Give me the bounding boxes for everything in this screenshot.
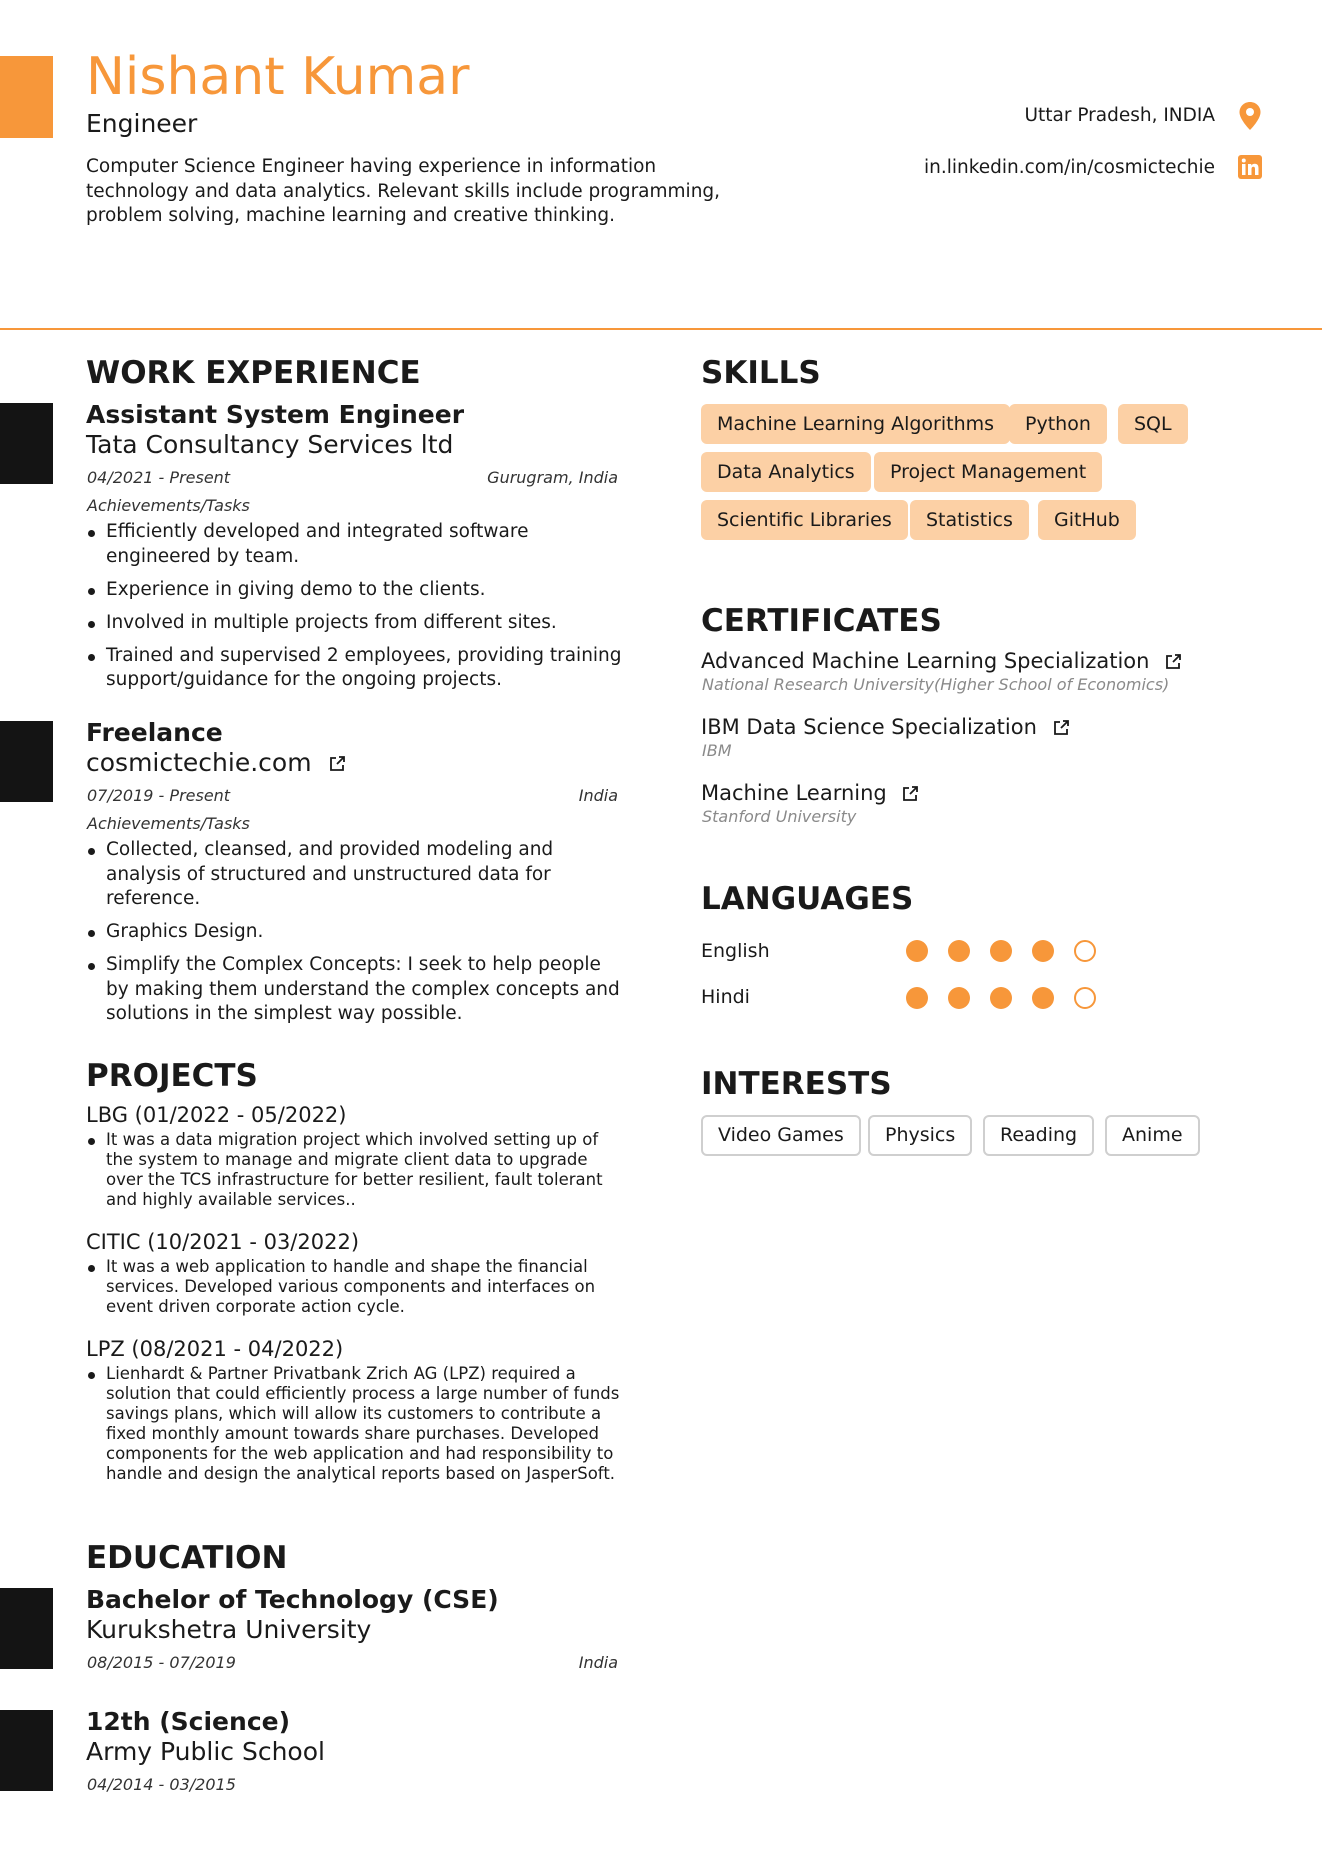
languages-heading: LANGUAGES [701, 881, 914, 917]
rating-dot-filled [1032, 987, 1054, 1009]
projects-heading: PROJECTS [86, 1058, 258, 1094]
interest-tag: Video Games [701, 1115, 861, 1156]
interests-heading: INTERESTS [701, 1066, 892, 1102]
job-dates: 04/2021 - Present [87, 468, 231, 487]
skill-tag: Scientific Libraries [701, 500, 908, 540]
project-bullet-list [86, 1130, 626, 1219]
project-bullet-list [86, 1364, 626, 1493]
rating-dot-empty [1074, 987, 1096, 1009]
education-dates: 04/2014 - 03/2015 [87, 1775, 236, 1794]
external-link-icon[interactable] [328, 755, 346, 773]
work-experience-heading: WORK EXPERIENCE [86, 355, 421, 391]
job-tasks-label: Achievements/Tasks [87, 814, 250, 833]
job-company-link[interactable] [86, 747, 346, 779]
candidate-role: Engineer [86, 109, 198, 138]
skill-tag: Project Management [874, 452, 1102, 492]
list-item: Collected, cleansed, and provided modeling and analysis of structured and unstructured data for reference. [86, 838, 626, 912]
job-title: Assistant System Engineer [86, 400, 465, 429]
project-bullet-list [86, 1257, 626, 1326]
list-item: Lienhardt & Partner Privatbank Zrich AG (LPZ) required a solution that could efficiently process a large number of funds savings plans, which will allow its customers to contribute a fixed monthly amount towards share purchases. Developed components for the web application and had responsibility to handle and design the analytical reports based on JasperSoft. [86, 1364, 626, 1484]
project-title: CITIC (10/2021 - 03/2022) [86, 1230, 360, 1254]
list-item: Efficiently developed and integrated software engineered by team. [86, 520, 626, 569]
certificate-issuer: National Research University(Higher School of Economics) [702, 675, 1170, 694]
job-location: Gurugram, India [487, 468, 618, 487]
project-title: LPZ (08/2021 - 04/2022) [86, 1337, 344, 1361]
rating-dot-filled [990, 987, 1012, 1009]
list-item: Simplify the Complex Concepts: I seek to help people by making them understand the complex concepts and solutions in the simplest way possible. [86, 953, 626, 1027]
certificate-name[interactable]: Advanced Machine Learning Specialization [701, 649, 1150, 673]
rating-dot-filled [906, 987, 928, 1009]
degree-title: Bachelor of Technology (CSE) [86, 1585, 499, 1614]
certificate-link[interactable] [701, 779, 919, 807]
rating-dot-filled [948, 987, 970, 1009]
interest-tag: Physics [868, 1115, 972, 1156]
rating-dot-filled [948, 940, 970, 962]
education-location: India [578, 1653, 618, 1672]
header-divider [0, 328, 1322, 330]
interest-tag: Reading [983, 1115, 1094, 1156]
list-item: Experience in giving demo to the clients. [86, 578, 626, 603]
profile-summary: Computer Science Engineer having experience in information technology and data analytics. Relevant skills include programming, problem solving, machine learning and creative thinking. [86, 156, 721, 226]
external-link-icon[interactable] [1052, 719, 1070, 737]
language-name: Hindi [701, 986, 750, 1008]
skill-tag: SQL [1118, 404, 1188, 444]
list-item: It was a web application to handle and shape the financial services. Developed various components and interfaces on event driven corporate action cycle. [86, 1257, 626, 1317]
institution-name: Kurukshetra University [86, 1615, 372, 1644]
rating-dot-empty [1074, 940, 1096, 962]
list-item: Involved in multiple projects from different sites. [86, 611, 626, 636]
job-bullet-list [86, 838, 626, 1035]
certificate-link[interactable] [701, 647, 1182, 675]
education-accent-bar [0, 1588, 53, 1669]
job-accent-bar [0, 403, 53, 484]
job-accent-bar [0, 721, 53, 802]
job-tasks-label: Achievements/Tasks [87, 496, 250, 515]
job-title: Freelance [86, 718, 223, 747]
list-item: Trained and supervised 2 employees, providing training support/guidance for the ongoing projects. [86, 644, 626, 693]
external-link-icon[interactable] [1164, 653, 1182, 671]
skill-tag: Statistics [910, 500, 1029, 540]
header-accent-bar [0, 56, 53, 138]
certificate-name[interactable]: IBM Data Science Specialization [701, 715, 1037, 739]
job-location: India [578, 786, 618, 805]
skill-tag: GitHub [1038, 500, 1136, 540]
skill-tag: Python [1009, 404, 1107, 444]
certificates-heading: CERTIFICATES [701, 603, 942, 639]
skill-tag: Data Analytics [701, 452, 871, 492]
interest-tag: Anime [1105, 1115, 1200, 1156]
rating-dot-filled [990, 940, 1012, 962]
education-accent-bar [0, 1710, 53, 1791]
institution-name: Army Public School [86, 1737, 325, 1766]
job-company: Tata Consultancy Services ltd [86, 430, 454, 459]
list-item: It was a data migration project which involved setting up of the system to manage and migrate client data to upgrade over the TCS infrastructure for better resilient, fault tolerant and highly available services.. [86, 1130, 626, 1210]
education-dates: 08/2015 - 07/2019 [87, 1653, 236, 1672]
list-item: Graphics Design. [86, 920, 626, 945]
location-text: Uttar Pradesh, INDIA [1024, 105, 1215, 126]
rating-dot-filled [906, 940, 928, 962]
certificate-issuer: IBM [702, 741, 732, 760]
skill-tag: Machine Learning Algorithms [701, 404, 1010, 444]
rating-dot-filled [1032, 940, 1054, 962]
degree-title: 12th (Science) [86, 1707, 291, 1736]
job-dates: 07/2019 - Present [87, 786, 231, 805]
project-title: LBG (01/2022 - 05/2022) [86, 1103, 347, 1127]
external-link-icon[interactable] [901, 785, 919, 803]
linkedin-icon[interactable] [1238, 155, 1262, 179]
language-name: English [701, 940, 770, 962]
certificate-issuer: Stanford University [702, 807, 857, 826]
job-bullet-list [86, 520, 626, 701]
linkedin-link[interactable]: in.linkedin.com/in/cosmictechie [923, 157, 1215, 178]
job-company[interactable]: cosmictechie.com [86, 748, 312, 777]
candidate-name: Nishant Kumar [86, 47, 470, 107]
skills-heading: SKILLS [701, 355, 821, 391]
map-pin-icon [1238, 101, 1262, 131]
education-heading: EDUCATION [86, 1540, 288, 1576]
certificate-name[interactable]: Machine Learning [701, 781, 887, 805]
certificate-link[interactable] [701, 713, 1070, 741]
